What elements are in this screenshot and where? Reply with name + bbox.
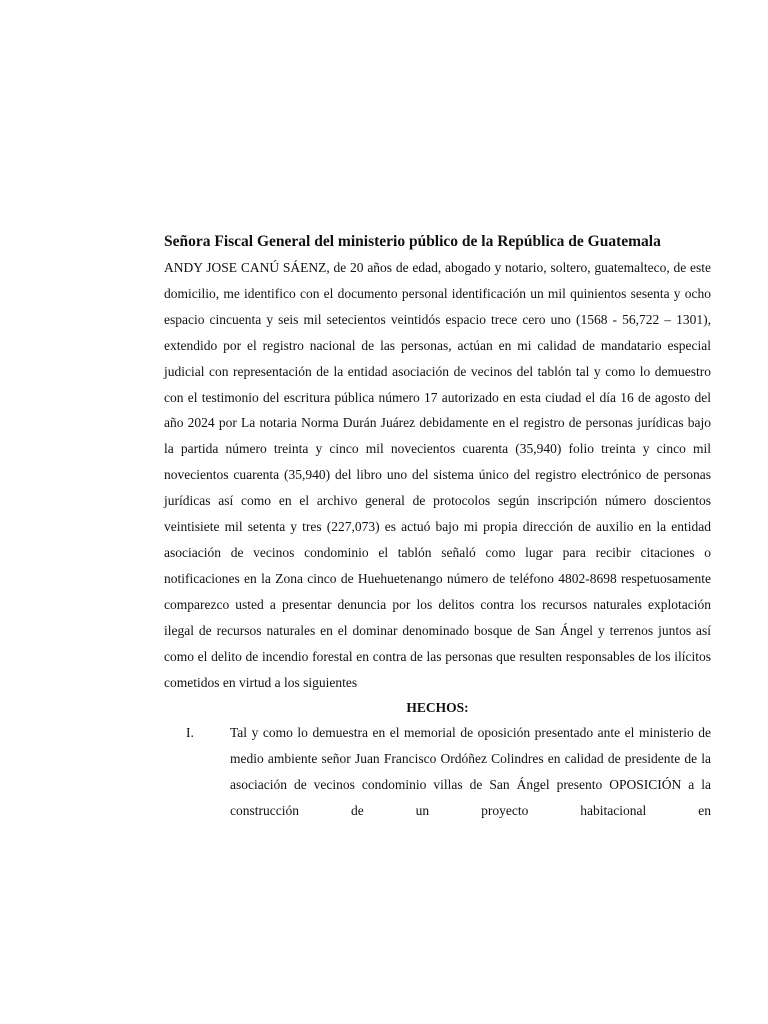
fact-item: [164, 720, 711, 824]
facts-heading: HECHOS:: [406, 700, 469, 716]
addressee-heading: Señora Fiscal General del ministerio público de la República de Guatemala: [164, 233, 661, 250]
intro-paragraph: ANDY JOSE CANÚ SÁENZ, de 20 años de edad, abogado y notario, soltero, guatemalteco, de este domicilio, me identifico con el documento personal identificación un mil quinientos sesenta y ocho espacio cincuenta y seis mil setecientos veintidós espacio trece cero uno (1568 - 56,722 – 1301), extendido por el registro nacional de las personas, actúan en mi calidad de mandatario especial judicial con representación de la entidad asociación de vecinos del tablón tal y como lo demuestro con el testimonio del escritura pública número 17 autorizado en esta ciudad el día 16 de agosto del año 2024 por La notaria Norma Durán Juárez debidamente en el registro de personas jurídicas bajo la partida número treinta y cinco mil novecientos cuarenta (35,940) folio treinta y cinco mil novecientos cuarenta (35,940) del libro uno del sistema único del registro electrónico de personas jurídicas así como en el archivo general de protocolos según inscripción número doscientos veintisiete mil setenta y tres (227,073) es actuó bajo mi propia dirección de auxilio en la entidad asociación de vecinos condominio el tablón señaló como lugar para recibir citaciones o notificaciones en la Zona cinco de Huehuetenango número de teléfono 4802-8698 respetuosamente comparezco usted a presentar denuncia por los delitos contra los recursos naturales explotación ilegal de recursos naturales en el dominar denominado bosque de San Ángel y terrenos juntos así como el delito de incendio forestal en contra de las personas que resulten responsables de los ilícitos cometidos en virtud a los siguientes: [164, 260, 711, 690]
document-page: [164, 229, 711, 824]
fact-text: Tal y como lo demuestra en el memorial de oposición presentado ante el ministerio de medio ambiente señor Juan Francisco Ordóñez Colindres en calidad de presidente de la asociación de vecinos condominio villas de San Ángel presento OPOSICIÓN a la construcción de un proyecto habitacional en: [230, 725, 711, 819]
fact-number: I.: [186, 725, 194, 741]
